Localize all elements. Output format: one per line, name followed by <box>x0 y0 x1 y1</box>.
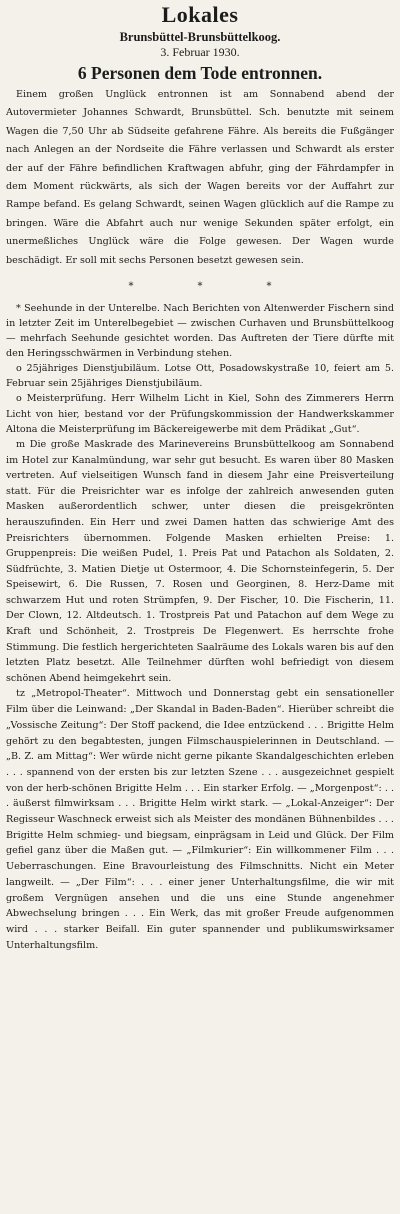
separator-star: * <box>197 281 203 293</box>
article-body: Einem großen Unglück entronnen ist am Sonnabend abend der Autovermieter Johannes Schwardt, Brunsbüttel. Sch. benutzte mit seinem Wagen die 7,50 Uhr ab Südseite gefahrene Fähre. Als bereits die Fußgänger nach Anlegen an der Nordseite die Fähre verlassen und Schwardt als erster der auf der Fähre befindlichen Kraftwagen abfuhr, ging der Fährdampfer in dem Moment rückwärts, als sich der Wagen bereits vor der Auffahrt zur Rampe befand. Es gelang Schwardt, seinen Wagen glücklich auf die Rampe zu bringen. Wäre die Abfahrt auch nur wenige Sekunden später erfolgt, ein unermeßliches Unglück wäre die Folge gewesen. Der Wagen wurde beschädigt. Er soll mit sechs Personen besetzt gewesen sein. <box>6 89 394 266</box>
news-item-text: o Meisterprüfung. Herr Wilhelm Licht in Kiel, Sohn des Zimmerers Herrn Licht von hier, bestand vor der Prüfungskommission der Handwerkskammer Altona die Meisterprüfung im Bäckereigewerbe mit dem Prädikat „Gut“. <box>6 393 394 435</box>
news-item-master-exam <box>6 391 394 437</box>
news-item-masquerade <box>6 437 394 687</box>
news-item-seals <box>6 301 394 361</box>
news-item-jubilee <box>6 361 394 391</box>
issue-date: 3. Februar 1930. <box>160 45 240 59</box>
section-separator <box>6 280 394 293</box>
news-item-text: tz „Metropol-Theater“. Mittwoch und Donnerstag gebt ein sensationeller Film über die Leinwand: „Der Skandal in Baden-Baden“. Hierüber schreibt die „Vossische Zeitung“: Der Stoff packend, die Idee entzückend . . . Brigitte Helm gehört zu den begabtesten, jungen Filmschauspielerinnen in Deutschland. — „B. Z. am Mittag“: Wer würde nicht gerne pikante Skandalgeschichten erleben . . . spannend von der ersten bis zur letzten Szene . . . ausgezeichnet gespielt von der herb-schönen Brigitte Helm . . . Ein starker Erfolg. — „Morgenpost“: . . . äußerst filmwirksam . . . Brigitte Helm wirkt stark. — „Lokal-Anzeiger“: Der Regisseur Waschneck erweist sich als Meister des mondänen Bühnenbildes . . . Brigitte Helm schmieg- und biegsam, einprägsam in Leid und Glück. Der Film gefiel ganz über die Maßen gut. — „Filmkurier“: Ein willkommener Film . . . Ueberraschungen. Eine Bravourleistung des Filmschnitts. Nicht ein Meter langweilt. — „Der Film“: . . . einer jener Unterhaltungsfilme, die wir mit großem Vergnügen ansehen und die uns eine Stunde angenehmer Abwechselung bringen . . . Ein Werk, das mit großer Freude aufgenommen wird . . . starker Beifall. Ein guter spannender und publikumswirksamer Unterhaltungsfilm. <box>6 688 394 951</box>
section-title: Lokales <box>161 2 239 27</box>
news-item-text: m Die große Maskrade des Marinevereins Brunsbüttelkoog am Sonnabend im Hotel zur Kanalmündung, war sehr gut besucht. Es waren über 80 Masken vertreten. Auf vielseitigen Wunsch fand in diesem Jahr eine Preisverteilung statt. Für die Preisrichter war es infolge der zahlreich anwesenden guten Masken außerordentlich schwer, unter diesen die preisgekrönten herauszufinden. Ein Herr und zwei Damen hatten das schwierige Amt des Preisrichters übernommen. Folgende Masken erhielten Preise: 1. Gruppenpreis: Die weißen Pudel, 1. Preis Pat und Patachon als Soldaten, 2. Südfrüchte, 3. Matien Dietje ut Ostermoor, 4. Die Schornsteinfegerin, 5. Der Speisewirt, 6. Die Russen, 7. Rosen und Georginen, 8. Herz-Dame mit schwarzem Hut und roten Strümpfen, 9. Der Fischer, 10. Die Fischerin, 11. Der Clown, 12. Altdeutsch. 1. Trostpreis Pat und Patachon auf dem Wege zu Kraft und Schönheit, 2. Trostpreis De Flegenwert. Es herrschte frohe Stimmung. Die festlich hergerichteten Saalräume des Lokals waren bis auf den letzten Platz besetzt. Alle Teilnehmer dürften wohl befriedigt von diesem schönen Abend heimgekehrt sein. <box>6 438 394 684</box>
section-subtitle: Brunsbüttel-Brunsbüttelkoog. <box>119 30 281 44</box>
news-item-text: * Seehunde in der Unterelbe. Nach Berichten von Altenwerder Fischern sind in letzter Zeit im Unterelbegebiet — zwischen Curhaven und Brunsbüttelkoog — mehrfach Seehunde gesichtet worden. Das Auftreten der Tiere dürfte mit den Heringsschwärmen in Verbindung stehen. <box>6 303 394 360</box>
article-headline: 6 Personen dem Tode entronnen. <box>77 63 323 83</box>
news-item-text: o 25jähriges Dienstjubiläum. Lotse Ott, Posadowskystraße 10, feiert am 5. Februar sein 25jähriges Dienstjubiläum. <box>6 363 394 390</box>
news-item-metropol-theater <box>6 686 394 953</box>
masthead <box>6 4 394 59</box>
lead-article <box>6 86 394 270</box>
separator-star: * <box>266 281 272 293</box>
separator-star: * <box>128 281 134 293</box>
